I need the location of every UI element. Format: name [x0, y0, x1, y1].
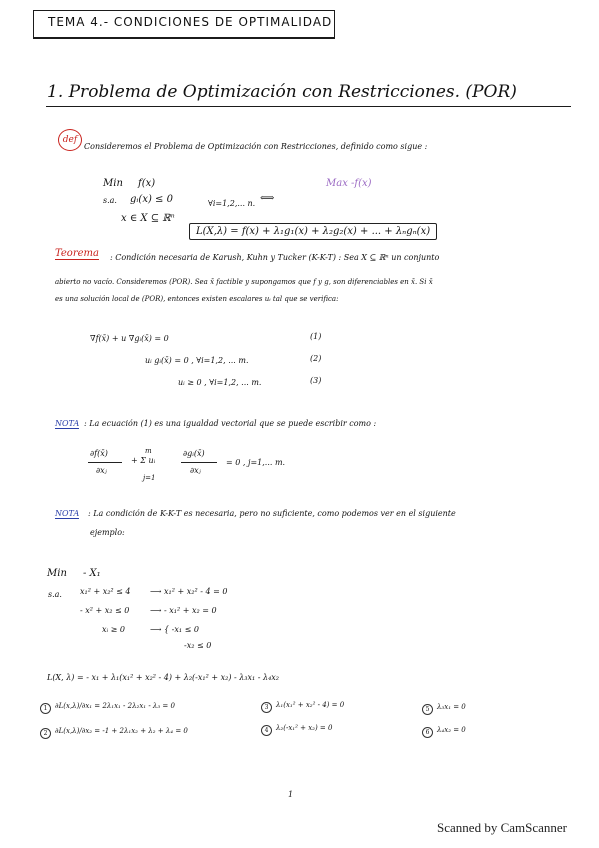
sa-label: s.a. — [103, 196, 117, 205]
cond-1: ∂L(x,λ)/∂x₁ = 2λ₁x₁ - 2λ₂x₁ - λ₃ = 0 — [55, 702, 175, 710]
domain: x ∈ X ⊆ ℝⁿ — [121, 213, 175, 224]
note1-label: NOTA — [55, 419, 80, 428]
ex-lagrangian: L(X, λ) = - x₁ + λ₁(x₁² + x₂² - 4) + λ₂(-x₁² + x₂) - λ₃x₁ - λ₄x₂ — [47, 673, 280, 682]
sum-top: m — [145, 447, 152, 455]
ex-c3-res-a: ⟶ { -x₁ ≤ 0 — [150, 625, 199, 634]
frac1-bar — [88, 462, 122, 463]
objective: f(x) — [138, 178, 156, 189]
ex-c2-res: ⟶ - x₁² + x₂ = 0 — [150, 606, 217, 615]
frac2-bar — [181, 462, 217, 463]
ex-c3-res-b: -x₂ ≤ 0 — [184, 641, 212, 650]
theorem-label: Teorema — [55, 248, 99, 259]
frac1-numerator: ∂f(x̄) — [90, 449, 108, 458]
frac2-denominator: ∂xⱼ — [190, 466, 201, 475]
sum-symbol: + Σ uᵢ — [131, 456, 156, 465]
cond-3-number: 3 — [261, 702, 272, 713]
kkt-eq3-num: (3) — [310, 376, 322, 385]
constraint: gᵢ(x) ≤ 0 — [130, 194, 173, 205]
cond-6-number: 6 — [422, 727, 433, 738]
theorem-line1: : Condición necesaria de Karush, Kuhn y Tucker (K-K-T) : Sea X ⊆ ℝⁿ un conjunto — [110, 253, 440, 262]
sum-bottom: j=1 — [143, 474, 156, 482]
ex-min-label: Min — [47, 568, 67, 579]
equiv-arrow: ⟺ — [260, 193, 275, 204]
def-badge: def — [58, 129, 82, 151]
kkt-eq1-num: (1) — [310, 332, 322, 341]
index-range: ∀i=1,2,... n. — [208, 199, 256, 208]
ex-c3: xᵢ ≥ 0 — [102, 625, 125, 634]
ex-c1: x₁² + x₂² ≤ 4 — [80, 587, 131, 596]
definition-intro: Consideremos el Problema de Optimización con Restricciones, definido como sigue : — [84, 142, 428, 151]
cond-1-number: 1 — [40, 703, 51, 714]
ex-objective: - X₁ — [83, 568, 101, 579]
cond-4: λ₂(-x₁² + x₂) = 0 — [276, 724, 333, 732]
page-title: TEMA 4.- CONDICIONES DE OPTIMALIDAD — [48, 15, 333, 29]
cond-5: λ₃x₁ = 0 — [437, 703, 466, 711]
min-label: Min — [103, 178, 123, 189]
kkt-eq2-num: (2) — [310, 354, 322, 363]
note1-text: : La ecuación (1) es una igualdad vectorial que se puede escribir como : — [84, 419, 377, 428]
cond-4-number: 4 — [261, 725, 272, 736]
note2-line1: : La condición de K-K-T es necesaria, pero no suficiente, como podemos ver en el siguiente — [88, 509, 456, 518]
ex-c1-res: ⟶ x₁² + x₂² - 4 = 0 — [150, 587, 228, 596]
max-equiv: Max -f(x) — [326, 178, 372, 189]
cond-3: λ₁(x₁² + x₂² - 4) = 0 — [276, 701, 345, 709]
frac2-numerator: ∂gᵢ(x̄) — [183, 449, 205, 458]
frac1-denominator: ∂xⱼ — [96, 466, 107, 475]
theorem-line3: es una solución local de (POR), entonces existen escalares uᵢ tal que se verifica: — [55, 295, 339, 303]
section-heading: 1. Problema de Optimización con Restricciones. (POR) — [47, 82, 517, 102]
kkt-eq3: uᵢ ≥ 0 , ∀i=1,2, ... m. — [178, 378, 262, 387]
kkt-eq1: ∇f(x̄) + u ∇gᵢ(x̄) = 0 — [90, 334, 169, 343]
cond-5-number: 5 — [422, 704, 433, 715]
cond-2: ∂L(x,λ)/∂x₂ = -1 + 2λ₁x₂ + λ₂ + λ₄ = 0 — [55, 727, 188, 735]
scanner-watermark: Scanned by CamScanner — [437, 820, 567, 835]
page-number: 1 — [288, 790, 294, 799]
theorem-line2: abierto no vacío. Consideremos (POR). Sea x̄ factible y supongamos que f y g, son diferenciables en x̄. Si x̄ — [55, 278, 433, 286]
ex-sa-label: s.a. — [48, 590, 62, 599]
lagrangian-box: L(X,λ) = f(x) + λ₁g₁(x) + λ₂g₂(x) + ... + λₙgₙ(x) — [189, 223, 437, 240]
cond-2-number: 2 — [40, 728, 51, 739]
note2-line2: ejemplo: — [90, 528, 125, 537]
note2-label: NOTA — [55, 509, 80, 518]
ex-c2: - x² + x₂ ≤ 0 — [80, 606, 130, 615]
cond-6: λ₄x₂ = 0 — [437, 726, 466, 734]
section-underline — [46, 106, 571, 107]
note1-tail: = 0 , j=1,... m. — [226, 458, 286, 467]
kkt-eq2: uᵢ gᵢ(x̄) = 0 , ∀i=1,2, ... m. — [145, 356, 249, 365]
